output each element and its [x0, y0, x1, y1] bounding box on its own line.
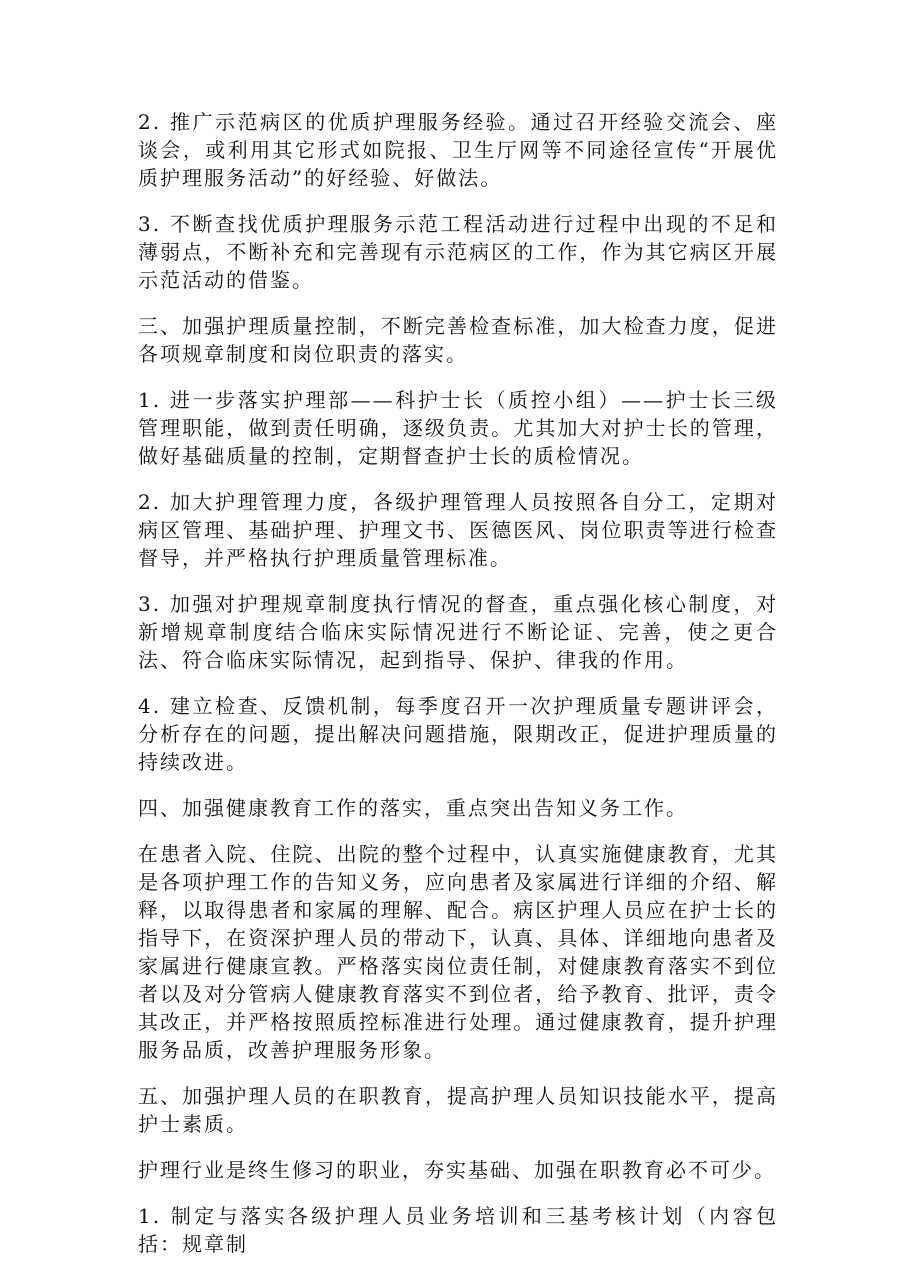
- paragraph-item-2-promote: 2. 推广示范病区的优质护理服务经验。通过召开经验交流会、座谈会，或利用其它形式如院报、卫生厅网等不同途径宣传“开展优质护理服务活动”的好经验、好做法。: [138, 110, 778, 190]
- paragraph-item-3-check: 3. 不断查找优质护理服务示范工程活动进行过程中出现的不足和薄弱点，不断补充和完善现有示范病区的工作，作为其它病区开展示范活动的借鉴。: [138, 212, 778, 292]
- paragraph-item-1-training: 1. 制定与落实各级护理人员业务培训和三基考核计划（内容包括：规章制: [138, 1204, 778, 1256]
- section-heading-5: 五、加强护理人员的在职教育，提高护理人员知识技能水平，提高护士素质。: [138, 1084, 778, 1136]
- section-heading-4: 四、加强健康教育工作的落实，重点突出告知义务工作。: [138, 796, 688, 820]
- paragraph-item-3-supervision: 3. 加强对护理规章制度执行情况的督查，重点强化核心制度，对新增规章制度结合临床实际情况进行不断论证、完善，使之更合法、符合临床实际情况，起到指导、保护、律我的作用。: [138, 592, 778, 672]
- paragraph-item-2-management: 2. 加大护理管理力度，各级护理管理人员按照各自分工，定期对病区管理、基础护理、护理文书、医德医风、岗位职责等进行检查督导，并严格执行护理质量管理标准。: [138, 490, 778, 570]
- section-heading-3: 三、加强护理质量控制，不断完善检查标准，加大检查力度，促进各项规章制度和岗位职责的落实。: [138, 314, 778, 366]
- paragraph-item-1-three-level: 1. 进一步落实护理部——科护士长（质控小组）——护士长三级管理职能，做到责任明确，逐级负责。尤其加大对护士长的管理，做好基础质量的控制，定期督查护士长的质检情况。: [138, 388, 778, 468]
- paragraph-item-4-feedback: 4. 建立检查、反馈机制，每季度召开一次护理质量专题讲评会，分析存在的问题，提出解决问题措施，限期改正，促进护理质量的持续改进。: [138, 694, 778, 774]
- document-page: [138, 108, 778, 1276]
- paragraph-lifelong-learning: 护理行业是终生修习的职业，夯实基础、加强在职教育必不可少。: [138, 1158, 776, 1182]
- paragraph-health-education: 在患者入院、住院、出院的整个过程中，认真实施健康教育，尤其是各项护理工作的告知义务，应向患者及家属进行详细的介绍、解释，以取得患者和家属的理解、配合。病区护理人员应在护士长的指导下，在资深护理人员的带动下，认真、具体、详细地向患者及家属进行健康宣教。严格落实岗位责任制，对健康教育落实不到位者以及对分管病人健康教育落实不到位者，给予教育、批评，责令其改正，并严格按照质控标准进行处理。通过健康教育，提升护理服务品质，改善护理服务形象。: [138, 842, 778, 1062]
